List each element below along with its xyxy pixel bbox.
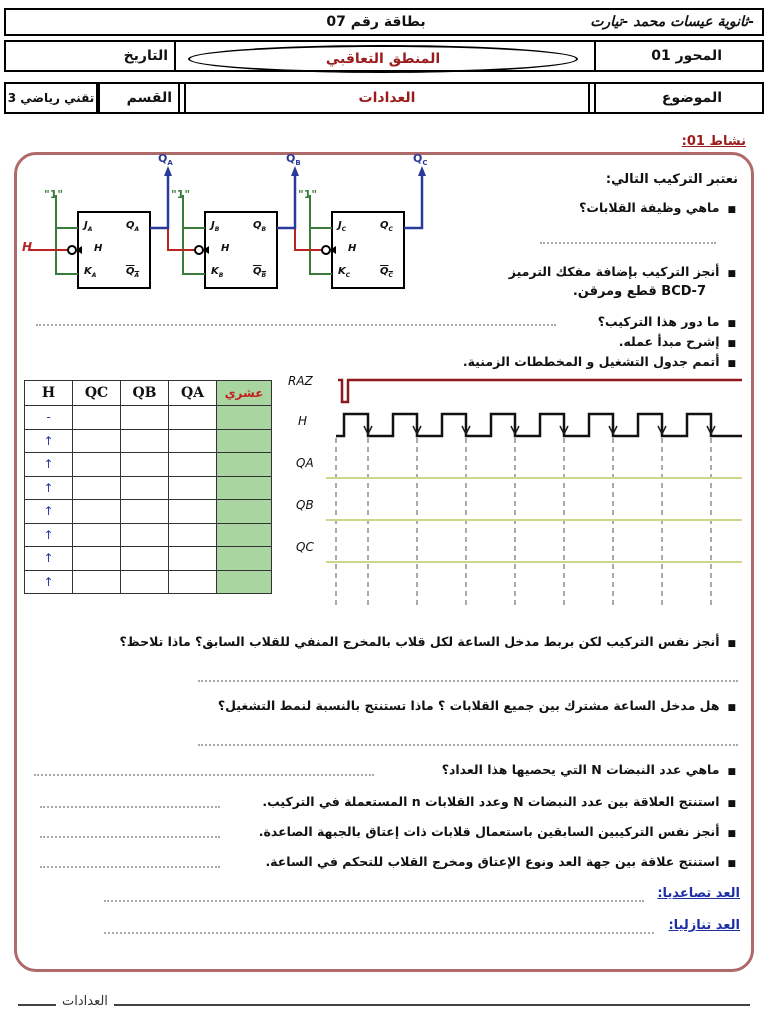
clock-cell: ↑ [25,476,73,500]
state-cell [121,523,169,547]
clock-cell: ↑ [25,500,73,524]
answer-line-7 [40,836,220,838]
one-label-b: "1" [171,188,191,201]
subject-label-cell [594,82,764,114]
label-raz: RAZ [288,374,313,388]
label-qc: QC [296,540,314,554]
col-qa: QA [169,381,217,406]
decimal-cell [217,453,272,477]
decimal-cell [217,476,272,500]
state-cell [73,570,121,594]
col-qc: QC [73,381,121,406]
state-cell [121,500,169,524]
subject-value: العدادات [184,82,590,114]
school-name: ثانوية عيسات محمد -تيارت- [590,14,754,30]
raz-signal [338,380,742,402]
table-row [25,429,272,453]
decimal-cell [217,406,272,430]
question-inverted-clock: ■ أنجز نفس التركيب لكن بربط مدخل الساعة لكل قلاب بالمخرج المنفي للقلاب السابق؟ ماذا تلاحظ؟ [119,634,736,649]
state-cell [169,429,217,453]
state-cell [73,476,121,500]
label-qa: QA [296,456,314,470]
clock-cell: ↑ [25,547,73,571]
clock-cell: ↑ [25,429,73,453]
footer-rule-right [150,1004,750,1006]
question-pulse-count: ■ ماهي عدد النبضات N التي يحصيها هذا العداد؟ [442,762,736,777]
timing-diagram [286,372,744,612]
count-down-label: العد تنازليا: [668,918,740,933]
output-a-label: $Q_A$ [158,152,173,168]
state-cell [121,570,169,594]
clock-cell: - [25,406,73,430]
topic-ellipse: المنطق التعاقبي [188,45,578,73]
clock-input-label: H [22,240,33,254]
table-row [25,523,272,547]
answer-line-2 [36,324,556,326]
col-decimal: عشري [217,381,272,406]
state-cell [121,406,169,430]
table-row [25,406,272,430]
question-common-clock: ■ هل مدخل الساعة مشترك بين جميع القلابات ؟ ماذا تستنتج بالنسبة لنمط التشغيل؟ [218,698,736,713]
jk-circuit [18,150,438,300]
one-label-a: "1" [44,188,64,201]
question-function: ■ ماهي وظيفة القلابات؟ [579,200,736,215]
state-cell [121,429,169,453]
answer-line-3 [198,680,738,682]
label-h: H [298,414,308,428]
clock-bubble-a [68,246,76,254]
header-row-2 [4,40,764,72]
answer-line-8 [40,866,220,868]
count-up-label: العد تصاعديا: [657,886,740,901]
state-cell [73,406,121,430]
question-direction: ■ استنتج علاقة بين جهة العد ونوع الإعتاق ومخرج القلاب للتحكم في الساعة. [265,854,736,869]
intro-text: نعتبر التركيب التالي: [605,172,738,187]
header-row-1 [4,8,764,36]
activity-title: نشاط 01: [681,134,746,149]
axis-label: المحور 01 [651,48,722,64]
state-cell [169,406,217,430]
table-row [25,500,272,524]
table-row [25,453,272,477]
one-rail-b [183,195,205,274]
sheet-number: بطاقة رقم 07 [326,14,426,30]
state-cell [73,500,121,524]
header-row-3 [4,82,764,114]
one-label-c: "1" [298,188,318,201]
output-b-label: $Q_B$ [286,152,301,168]
output-a-line [150,172,168,228]
clock-signal [336,414,742,436]
date-label: التاريخ [123,48,168,64]
answer-line-9 [104,900,644,902]
question-build-decoder-2: 7-BCD قطع ومرقن. [572,284,706,299]
decimal-cell [217,547,272,571]
footer-label: العدادات [56,994,114,1009]
decimal-cell [217,429,272,453]
section-value: 3 تقني رياضي [4,82,98,114]
section-label: القسم [98,82,180,114]
clock-cell: ↑ [25,453,73,477]
output-b-line [277,172,295,228]
one-rail-a [56,195,78,274]
table-row [25,476,272,500]
clock-link-bc [277,228,323,250]
question-complete: ■ أتمم جدول التشغيل و المخططات الزمنية. [463,354,736,369]
state-cell [169,476,217,500]
answer-line-5 [34,774,374,776]
state-cell [73,547,121,571]
state-cell [121,547,169,571]
clock-cell: ↑ [25,523,73,547]
axis-cell [594,40,764,72]
answer-line-4 [198,744,738,746]
date-cell [4,40,176,72]
table-row [25,547,272,571]
subject-label: الموضوع [661,90,722,106]
decimal-cell [217,500,272,524]
one-rail-c [310,195,332,274]
output-c-label: $Q_C$ [413,152,428,168]
answer-line-6 [40,806,220,808]
operation-table [24,380,272,594]
col-h: H [25,381,73,406]
output-c-line [404,172,422,228]
state-cell [169,570,217,594]
answer-line-10 [104,932,654,934]
clock-link-ab [150,228,196,250]
state-cell [73,523,121,547]
state-cell [121,476,169,500]
state-cell [121,453,169,477]
state-cell [73,453,121,477]
state-cell [169,453,217,477]
label-qb: QB [296,498,314,512]
question-explain: ■ إشرح مبدأ عمله. [619,334,736,349]
table-row [25,570,272,594]
state-cell [73,429,121,453]
question-build-decoder: ■ أنجز التركيب بإضافة مفكك الترميز [509,264,736,279]
state-cell [169,547,217,571]
clock-cell: ↑ [25,570,73,594]
question-role: ■ ما دور هذا التركيب؟ [598,314,736,329]
col-qb: QB [121,381,169,406]
question-rising-edge: ■ أنجز نفس التركيبين السابقين باستعمال قلابات ذات إعتاق بالجبهة الصاعدة. [259,824,736,839]
decimal-cell [217,570,272,594]
decimal-cell [217,523,272,547]
state-cell [169,500,217,524]
state-cell [169,523,217,547]
answer-line-1 [540,242,716,244]
question-relation: ■ استنتج العلاقة بين عدد النبضات N وعدد القلابات n المستعملة في التركيب. [262,794,736,809]
